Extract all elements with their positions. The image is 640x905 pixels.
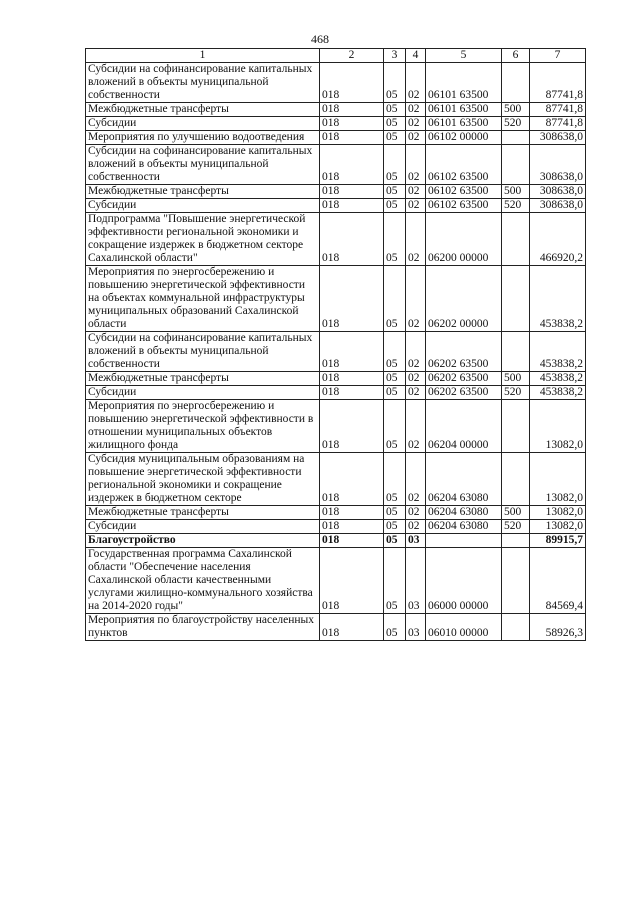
- item-name: Межбюджетные трансферты: [86, 185, 320, 199]
- target-article-code: 06204 63080: [426, 520, 502, 534]
- expense-type-code: 520: [502, 117, 530, 131]
- amount: 308638,0: [530, 185, 586, 199]
- target-article-code: 06102 63500: [426, 145, 502, 185]
- subsection-code: 02: [406, 400, 426, 453]
- table-row: [86, 131, 586, 145]
- item-name: Субсидии на софинансирование капитальных вложений в объекты муниципальной собственности: [86, 145, 320, 185]
- section-code: 05: [384, 185, 406, 199]
- item-name: Субсидия муниципальным образованиям на повышение энергетической эффективности региональной экономики и сокращение издержек в бюджетном секторе: [86, 453, 320, 506]
- subsection-code: 02: [406, 520, 426, 534]
- admin-code: 018: [320, 185, 384, 199]
- section-code: 05: [384, 117, 406, 131]
- amount: 453838,2: [530, 332, 586, 372]
- table-row: [86, 63, 586, 103]
- item-name: Субсидии на софинансирование капитальных вложений в объекты муниципальной собственности: [86, 63, 320, 103]
- section-code: 05: [384, 145, 406, 185]
- item-name: Подпрограмма "Повышение энергетической эффективности региональной экономики и сокращение издержек в бюджетном секторе Сахалинской области": [86, 213, 320, 266]
- table-row: [86, 548, 586, 614]
- table-row: [86, 199, 586, 213]
- amount: 84569,4: [530, 548, 586, 614]
- target-article-code: 06202 00000: [426, 266, 502, 332]
- section-code: 05: [384, 506, 406, 520]
- subsection-code: 02: [406, 199, 426, 213]
- admin-code: 018: [320, 103, 384, 117]
- expense-type-code: [502, 548, 530, 614]
- subsection-code: 02: [406, 117, 426, 131]
- target-article-code: 06204 63080: [426, 506, 502, 520]
- target-article-code: 06102 63500: [426, 199, 502, 213]
- amount: 453838,2: [530, 386, 586, 400]
- table-row: [86, 520, 586, 534]
- expense-type-code: [502, 400, 530, 453]
- amount: 87741,8: [530, 103, 586, 117]
- admin-code: 018: [320, 614, 384, 641]
- section-code: 05: [384, 386, 406, 400]
- subsection-code: 02: [406, 213, 426, 266]
- target-article-code: 06204 00000: [426, 400, 502, 453]
- expense-type-code: 520: [502, 199, 530, 213]
- subsection-code: 02: [406, 185, 426, 199]
- section-code: 05: [384, 332, 406, 372]
- table-row: [86, 332, 586, 372]
- admin-code: 018: [320, 117, 384, 131]
- admin-code: 018: [320, 520, 384, 534]
- table-row: [86, 614, 586, 641]
- admin-code: 018: [320, 372, 384, 386]
- admin-code: 018: [320, 131, 384, 145]
- subsection-code: 03: [406, 614, 426, 641]
- expense-type-code: [502, 63, 530, 103]
- expense-type-code: [502, 131, 530, 145]
- admin-code: 018: [320, 386, 384, 400]
- section-code: 05: [384, 63, 406, 103]
- table-row: [86, 372, 586, 386]
- target-article-code: 06204 63080: [426, 453, 502, 506]
- target-article-code: 06101 63500: [426, 103, 502, 117]
- expense-type-code: [502, 145, 530, 185]
- header-cell: 3: [384, 49, 406, 63]
- expense-type-code: [502, 453, 530, 506]
- subsection-code: 03: [406, 534, 426, 548]
- item-name: Мероприятия по улучшению водоотведения: [86, 131, 320, 145]
- table-row: [86, 400, 586, 453]
- expense-type-code: 500: [502, 103, 530, 117]
- header-row: [86, 49, 586, 63]
- subsection-code: 02: [406, 63, 426, 103]
- amount: 89915,7: [530, 534, 586, 548]
- amount: 13082,0: [530, 520, 586, 534]
- subsection-code: 02: [406, 103, 426, 117]
- item-name: Мероприятия по энергосбережению и повышению энергетической эффективности на объектах коммунальной инфраструктуры муниципальных образований Сахалинской области: [86, 266, 320, 332]
- header-cell: 4: [406, 49, 426, 63]
- target-article-code: 06202 63500: [426, 332, 502, 372]
- expense-type-code: 500: [502, 185, 530, 199]
- item-name: Субсидии на софинансирование капитальных вложений в объекты муниципальной собственности: [86, 332, 320, 372]
- header-cell: 2: [320, 49, 384, 63]
- amount: 466920,2: [530, 213, 586, 266]
- amount: 453838,2: [530, 266, 586, 332]
- target-article-code: 06202 63500: [426, 372, 502, 386]
- table-row: [86, 386, 586, 400]
- item-name: Субсидии: [86, 199, 320, 213]
- admin-code: 018: [320, 63, 384, 103]
- section-code: 05: [384, 534, 406, 548]
- target-article-code: 06000 00000: [426, 548, 502, 614]
- admin-code: 018: [320, 145, 384, 185]
- target-article-code: 06200 00000: [426, 213, 502, 266]
- table-row: [86, 185, 586, 199]
- amount: 308638,0: [530, 131, 586, 145]
- admin-code: 018: [320, 266, 384, 332]
- section-code: 05: [384, 614, 406, 641]
- subsection-code: 02: [406, 332, 426, 372]
- amount: 308638,0: [530, 145, 586, 185]
- subsection-code: 02: [406, 506, 426, 520]
- item-name: Субсидии: [86, 520, 320, 534]
- expense-type-code: 520: [502, 520, 530, 534]
- item-name: Мероприятия по благоустройству населенных пунктов: [86, 614, 320, 641]
- amount: 87741,8: [530, 117, 586, 131]
- section-code: 05: [384, 131, 406, 145]
- section-code: 05: [384, 213, 406, 266]
- amount: 308638,0: [530, 199, 586, 213]
- amount: 453838,2: [530, 372, 586, 386]
- admin-code: 018: [320, 213, 384, 266]
- item-name: Межбюджетные трансферты: [86, 506, 320, 520]
- expense-type-code: [502, 534, 530, 548]
- item-name: Государственная программа Сахалинской области "Обеспечение населения Сахалинской области качественными услугами жилищно-коммунального хозяйства на 2014-2020 годы": [86, 548, 320, 614]
- page-number: 468: [311, 32, 329, 46]
- subsection-code: 02: [406, 131, 426, 145]
- expense-type-code: 500: [502, 506, 530, 520]
- subsection-code: 03: [406, 548, 426, 614]
- target-article-code: 06010 00000: [426, 614, 502, 641]
- subsection-code: 02: [406, 145, 426, 185]
- admin-code: 018: [320, 400, 384, 453]
- expense-type-code: [502, 332, 530, 372]
- header-cell: 6: [502, 49, 530, 63]
- expense-type-code: 500: [502, 372, 530, 386]
- expense-type-code: 520: [502, 386, 530, 400]
- table-row: [86, 534, 586, 548]
- target-article-code: 06101 63500: [426, 117, 502, 131]
- subsection-code: 02: [406, 386, 426, 400]
- header-cell: 5: [426, 49, 502, 63]
- amount: 87741,8: [530, 63, 586, 103]
- item-name: Мероприятия по энергосбережению и повышению энергетической эффективности в отношении муниципальных объектов жилищного фонда: [86, 400, 320, 453]
- expense-type-code: [502, 614, 530, 641]
- section-code: 05: [384, 103, 406, 117]
- section-code: 05: [384, 199, 406, 213]
- admin-code: 018: [320, 453, 384, 506]
- admin-code: 018: [320, 199, 384, 213]
- table-row: [86, 266, 586, 332]
- table-row: [86, 103, 586, 117]
- subsection-code: 02: [406, 266, 426, 332]
- item-name: Межбюджетные трансферты: [86, 372, 320, 386]
- section-code: 05: [384, 372, 406, 386]
- header-cell: 1: [86, 49, 320, 63]
- section-code: 05: [384, 266, 406, 332]
- target-article-code: 06101 63500: [426, 63, 502, 103]
- target-article-code: [426, 534, 502, 548]
- table-row: [86, 117, 586, 131]
- subsection-code: 02: [406, 372, 426, 386]
- section-code: 05: [384, 548, 406, 614]
- expense-type-code: [502, 213, 530, 266]
- section-code: 05: [384, 520, 406, 534]
- section-code: 05: [384, 453, 406, 506]
- table-row: [86, 213, 586, 266]
- budget-table: [85, 48, 586, 641]
- admin-code: 018: [320, 332, 384, 372]
- item-name: Межбюджетные трансферты: [86, 103, 320, 117]
- admin-code: 018: [320, 548, 384, 614]
- subsection-code: 02: [406, 453, 426, 506]
- target-article-code: 06202 63500: [426, 386, 502, 400]
- amount: 58926,3: [530, 614, 586, 641]
- item-name: Субсидии: [86, 117, 320, 131]
- target-article-code: 06102 63500: [426, 185, 502, 199]
- item-name: Субсидии: [86, 386, 320, 400]
- admin-code: 018: [320, 506, 384, 520]
- item-name: Благоустройство: [86, 534, 320, 548]
- table-row: [86, 506, 586, 520]
- table-row: [86, 145, 586, 185]
- amount: 13082,0: [530, 400, 586, 453]
- header-cell: 7: [530, 49, 586, 63]
- admin-code: 018: [320, 534, 384, 548]
- amount: 13082,0: [530, 506, 586, 520]
- expense-type-code: [502, 266, 530, 332]
- amount: 13082,0: [530, 453, 586, 506]
- section-code: 05: [384, 400, 406, 453]
- target-article-code: 06102 00000: [426, 131, 502, 145]
- table-row: [86, 453, 586, 506]
